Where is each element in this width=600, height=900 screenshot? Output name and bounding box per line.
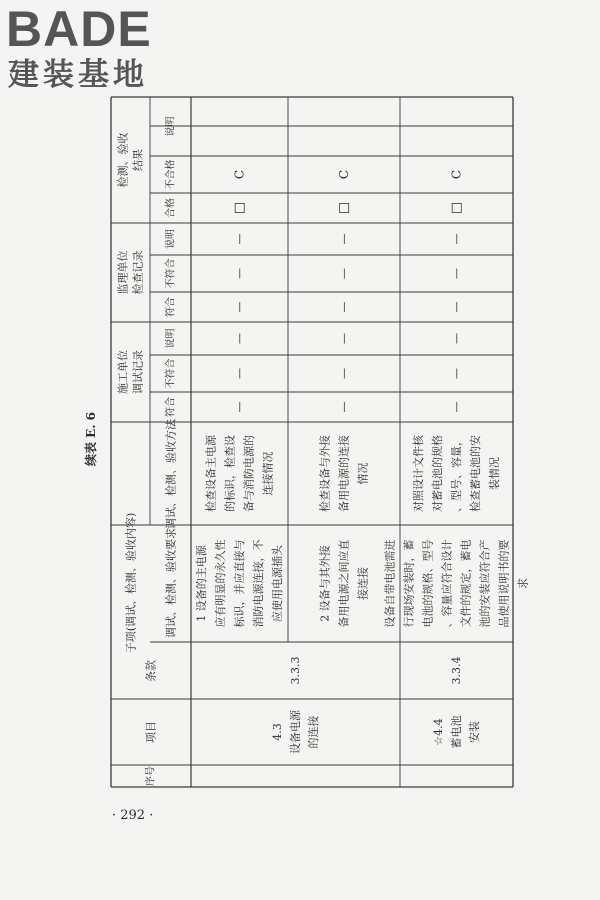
requirement-text: 品使用说明书的要 [497,539,511,628]
method-text: 装情况 [488,457,501,490]
header-project: 项目 [144,721,158,743]
requirement-text: 设备自带电池需进 [383,539,397,628]
subheader-supervision: 符合 [165,297,177,317]
header-inspection-group: 检测、验收 [116,132,130,188]
bade-logo [6,1,176,94]
construction-record: — [337,401,351,413]
header-construction-group: 施工单位 [116,350,130,394]
inspection-table [111,97,530,787]
requirement-text: 求 [516,578,530,589]
requirement-text: 接连接 [356,567,370,600]
construction-record: — [337,368,351,379]
supervision-record: — [337,301,351,313]
header-method: 调试、检测、验收方法 [164,419,178,529]
requirement-text: 应有明显的永久性 [214,539,227,628]
construction-record: — [450,368,463,379]
header-supervision-group: 监理单位 [116,250,130,295]
supervision-record: — [337,233,351,245]
header-construction-group: 调试记录 [131,350,145,394]
requirement-text: 电池的规格、型号 [421,539,435,628]
project-4-3: 4.3 [271,723,284,741]
method-text: 的标识，检查设 [223,435,237,512]
construction-record: — [337,333,351,344]
method-text: 备与消防电源的 [242,435,256,512]
project-4-4: ☆4.4 [432,718,445,746]
construction-record: — [450,401,463,413]
clause-4-3: 3.3.3 [289,656,302,685]
logo-subtitle: 建装基地 [8,57,148,93]
subheader-construction: 说明 [165,328,177,349]
header-seq: 序号 [145,766,157,786]
requirement-text: 应使用电源插头 [271,545,284,622]
requirement-text: 文件的规定，蓄电 [459,539,473,628]
supervision-record: — [233,301,246,313]
clause-4-4: 3.3.4 [450,656,463,685]
subheader-result: 说明 [165,116,177,137]
method-text: 检查蓄电池的安 [469,435,482,512]
fail-mark: C [337,169,351,180]
requirement-text: 备用电源之间应直 [337,539,351,628]
subheader-construction: 符合 [165,397,177,417]
header-supervision-group: 检查记录 [131,250,145,295]
requirement-text: 行现场安装时，蓄 [402,539,416,628]
method-text: 连接情况 [261,451,275,496]
subheader-supervision: 说明 [165,229,177,249]
requirement-text: 池的安装应符合产 [478,539,492,628]
project-4-3: 的连接 [307,715,320,749]
requirement-text: 消防电源连接，不 [252,539,265,628]
supervision-record: — [337,268,351,279]
supervision-record: — [233,233,246,245]
construction-record: — [233,368,246,379]
construction-record: — [233,333,246,344]
subheader-supervision: 不符合 [165,258,177,289]
construction-record: — [233,401,246,413]
method-text: 对蓄电池的规格 [431,435,444,512]
subheader-result: 不合格 [165,159,177,190]
pass-checkbox: □ [232,201,247,215]
project-4-4: 蓄电池 [450,715,463,749]
method-text: 备用电源的连接 [337,435,351,512]
supervision-record: — [233,268,246,279]
requirement-text: 1 设备的主电源 [195,545,208,622]
header-clause: 条款 [144,660,158,682]
requirement-text: 标识，并应直接与 [233,539,246,628]
inspection-table-svg [111,97,530,787]
subheader-construction: 不符合 [165,358,177,389]
requirement-text: 、容量应符合设计 [440,539,454,628]
page-number: · 292 · [112,808,154,823]
pass-checkbox: □ [449,201,464,215]
method-text: 检查设备与外接 [318,435,332,512]
method-text: 检查设备主电源 [204,435,218,512]
method-text: 对照设计文件核 [412,435,425,512]
header-requirement: 调试、检测、验收要求 [164,528,178,638]
supervision-record: — [450,268,463,279]
header-subitem-group: 子项(调试、检测、验收内容) [124,512,138,654]
subheader-result: 合格 [165,198,177,218]
method-text: 、型号、容量， [450,435,463,512]
project-4-3: 设备电源 [289,710,302,754]
header-inspection-group: 结果 [131,149,145,171]
fail-mark: C [232,169,247,180]
logo-wordmark: BADE [6,1,152,57]
project-4-4: 安装 [468,721,481,743]
fail-mark: C [449,169,464,180]
method-text: 情况 [356,462,370,485]
pass-checkbox: □ [336,201,352,215]
requirement-text: 2 设备与其外接 [318,545,332,622]
table-caption: 续表 E. 6 [84,411,98,466]
supervision-record: — [450,301,463,313]
construction-record: — [450,333,463,344]
supervision-record: — [450,233,463,245]
